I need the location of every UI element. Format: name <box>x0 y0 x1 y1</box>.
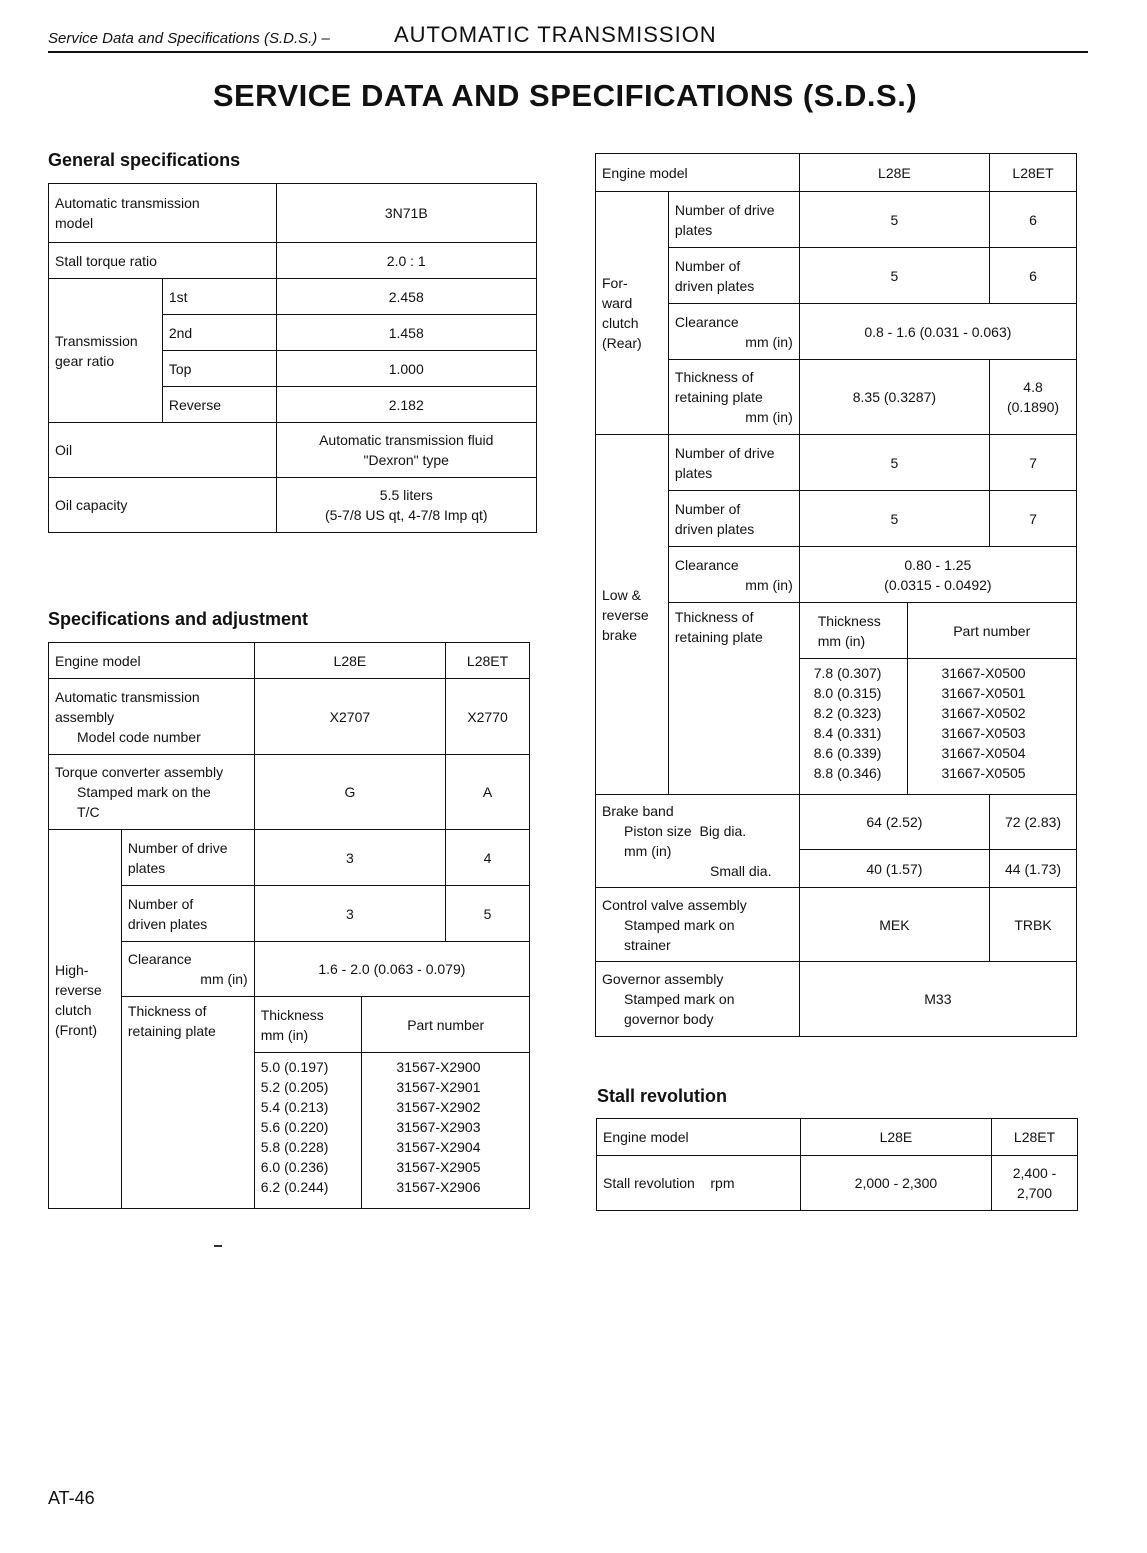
adjustment-title: Specifications and adjustment <box>48 609 309 629</box>
stray-mark <box>214 1245 222 1247</box>
table-row <box>49 755 530 830</box>
engine-model-label: Engine model <box>597 1119 801 1156</box>
gear-value: 1.000 <box>276 351 537 387</box>
clearance-value: 1.6 - 2.0 (0.063 - 0.079) <box>254 942 529 997</box>
table-row <box>49 243 537 279</box>
gear-name: 2nd <box>162 315 276 351</box>
header-chapter-title: AUTOMATIC TRANSMISSION <box>394 22 717 47</box>
list-item: 31667-X0503 <box>941 725 1026 741</box>
value-l28e: X2707 <box>254 679 445 755</box>
row-label: Clearance mm (in) <box>121 942 254 997</box>
row-label: Number of driven plates <box>121 886 254 942</box>
list-item: 31667-X0500 <box>941 665 1026 681</box>
list-item: 5.0 (0.197) <box>260 1059 329 1075</box>
value-l28e: 5 <box>799 248 989 304</box>
table-row <box>49 643 530 679</box>
row-label: Thickness of retaining plate mm (in) <box>668 360 799 435</box>
table-row <box>596 962 1077 1037</box>
clearance-value: 0.80 - 1.25 (0.0315 - 0.0492) <box>799 547 1076 603</box>
row-label: Stall torque ratio <box>49 243 277 279</box>
value-l28e: 5 <box>799 491 989 547</box>
general-specs-title: General specifications <box>48 150 241 170</box>
list-item: 5.6 (0.220) <box>260 1119 329 1135</box>
gear-name: Top <box>162 351 276 387</box>
table-row <box>596 603 1077 659</box>
row-label: Clearance mm (in) <box>668 547 799 603</box>
stall-revolution-table <box>596 1118 1078 1211</box>
part-number-header: Part number <box>907 603 1077 659</box>
col-l28e: L28E <box>254 643 445 679</box>
value-l28et: 72 (2.83) <box>990 795 1077 850</box>
row-value: Automatic transmission fluid "Dexron" type <box>276 423 537 478</box>
row-label: Automatic transmission model <box>49 184 277 243</box>
value-l28e: 64 (2.52) <box>799 795 989 850</box>
list-item: 5.8 (0.228) <box>260 1139 329 1155</box>
value-l28et: 2,400 - 2,700 <box>992 1156 1078 1211</box>
value-l28e: 5 <box>799 435 989 491</box>
thickness-list <box>254 1053 362 1209</box>
thickness-list <box>799 659 907 795</box>
forward-clutch-label: For- ward clutch (Rear) <box>596 192 669 435</box>
page-number: AT-46 <box>48 1488 95 1508</box>
value-l28e: 2,000 - 2,300 <box>800 1156 991 1211</box>
value-l28et: TRBK <box>990 888 1077 962</box>
clutch-brake-table <box>595 153 1077 1037</box>
value-l28e: 8.35 (0.3287) <box>799 360 989 435</box>
table-row <box>597 1156 1078 1211</box>
part-number-list <box>907 659 1077 795</box>
list-item: 31667-X0501 <box>941 685 1026 701</box>
row-label: Stall revolution rpm <box>597 1156 801 1211</box>
page-title: SERVICE DATA AND SPECIFICATIONS (S.D.S.) <box>212 78 918 113</box>
value-l28e: MEK <box>799 888 989 962</box>
value-l28et: 5 <box>446 886 530 942</box>
table-row <box>596 154 1077 192</box>
high-reverse-clutch-label: High- reverse clutch (Front) <box>49 830 122 1209</box>
value-l28e: 5 <box>799 192 989 248</box>
row-label: Number of drive plates <box>668 435 799 491</box>
governor-value: M33 <box>799 962 1076 1037</box>
col-l28e: L28E <box>800 1119 991 1156</box>
list-item: 31567-X2905 <box>396 1159 481 1175</box>
table-row <box>596 248 1077 304</box>
row-label: Clearance mm (in) <box>668 304 799 360</box>
table-row <box>596 491 1077 547</box>
list-item: 8.2 (0.323) <box>813 705 882 721</box>
value-l28et: 7 <box>990 491 1077 547</box>
list-item: 31567-X2901 <box>396 1079 481 1095</box>
list-item: 31567-X2906 <box>396 1179 481 1195</box>
col-l28et: L28ET <box>990 154 1077 192</box>
list-item: 31667-X0504 <box>941 745 1026 761</box>
low-reverse-brake-label: Low & reverse brake <box>596 435 669 795</box>
col-l28et: L28ET <box>992 1119 1078 1156</box>
clearance-value: 0.8 - 1.6 (0.031 - 0.063) <box>799 304 1076 360</box>
row-label: Control valve assembly Stamped mark on strainer <box>596 888 800 962</box>
gear-name: 1st <box>162 279 276 315</box>
list-item: 8.0 (0.315) <box>813 685 882 701</box>
gear-name: Reverse <box>162 387 276 423</box>
value-l28et: X2770 <box>446 679 530 755</box>
col-l28et: L28ET <box>446 643 530 679</box>
row-label: Automatic transmission assembly Model code number <box>49 679 255 755</box>
engine-model-label: Engine model <box>596 154 800 192</box>
part-number-list <box>362 1053 530 1209</box>
table-row <box>49 279 537 315</box>
list-item: 31567-X2903 <box>396 1119 481 1135</box>
value-l28e: G <box>254 755 445 830</box>
table-row <box>49 830 530 886</box>
value-l28et: 44 (1.73) <box>990 850 1077 888</box>
table-row <box>596 795 1077 850</box>
row-value: 2.0 : 1 <box>276 243 537 279</box>
adjustment-table <box>48 642 530 1209</box>
list-item: 6.0 (0.236) <box>260 1159 329 1175</box>
part-number-header: Part number <box>362 997 530 1053</box>
col-l28e: L28E <box>799 154 989 192</box>
row-label: Thickness of retaining plate <box>121 997 254 1209</box>
table-row <box>596 304 1077 360</box>
row-value: 5.5 liters (5-7/8 US qt, 4-7/8 Imp qt) <box>276 478 537 533</box>
list-item: 8.6 (0.339) <box>813 745 882 761</box>
list-item: 7.8 (0.307) <box>813 665 882 681</box>
thickness-header: Thickness mm (in) <box>799 603 907 659</box>
table-row <box>596 192 1077 248</box>
gear-value: 2.458 <box>276 279 537 315</box>
list-item: 8.4 (0.331) <box>813 725 882 741</box>
table-row <box>597 1119 1078 1156</box>
table-row <box>49 679 530 755</box>
list-item: 31567-X2900 <box>396 1059 481 1075</box>
table-row <box>596 435 1077 491</box>
row-label: Oil <box>49 423 277 478</box>
value-l28et: 6 <box>990 192 1077 248</box>
stall-revolution-title: Stall revolution <box>597 1086 728 1106</box>
list-item: 5.4 (0.213) <box>260 1099 329 1115</box>
value-l28et: 4 <box>446 830 530 886</box>
list-item: 31567-X2902 <box>396 1099 481 1115</box>
table-row <box>49 478 537 533</box>
list-item: 31667-X0502 <box>941 705 1026 721</box>
row-label: Number of driven plates <box>668 491 799 547</box>
value-l28et: 6 <box>990 248 1077 304</box>
list-item: 5.2 (0.205) <box>260 1079 329 1095</box>
value-l28e: 40 (1.57) <box>799 850 989 888</box>
row-label: Number of drive plates <box>121 830 254 886</box>
table-row <box>596 360 1077 435</box>
table-row <box>596 547 1077 603</box>
table-row <box>49 423 537 478</box>
row-label: Torque converter assembly Stamped mark on the T/C <box>49 755 255 830</box>
value-l28e: 3 <box>254 830 445 886</box>
list-item: 31667-X0505 <box>941 765 1026 781</box>
gear-value: 1.458 <box>276 315 537 351</box>
header-rule <box>48 51 1088 53</box>
table-row <box>49 886 530 942</box>
row-label: Number of driven plates <box>668 248 799 304</box>
value-l28et: 7 <box>990 435 1077 491</box>
brake-band-label: Brake band Piston size Big dia. mm (in) Small dia. <box>596 795 800 888</box>
gear-value: 2.182 <box>276 387 537 423</box>
row-label: Governor assembly Stamped mark on governor body <box>596 962 800 1037</box>
value-l28et: 4.8 (0.1890) <box>990 360 1077 435</box>
value-l28et: A <box>446 755 530 830</box>
row-value: 3N71B <box>276 184 537 243</box>
engine-model-label: Engine model <box>49 643 255 679</box>
table-row <box>49 997 530 1053</box>
value-l28e: 3 <box>254 886 445 942</box>
table-row <box>596 888 1077 962</box>
thickness-header: Thickness mm (in) <box>254 997 362 1053</box>
list-item: 6.2 (0.244) <box>260 1179 329 1195</box>
general-specs-table <box>48 183 537 533</box>
gear-ratio-label: Transmission gear ratio <box>49 279 163 423</box>
row-label: Number of drive plates <box>668 192 799 248</box>
row-label: Thickness of retaining plate <box>668 603 799 795</box>
table-row <box>49 184 537 243</box>
table-row <box>49 942 530 997</box>
row-label: Oil capacity <box>49 478 277 533</box>
list-item: 31567-X2904 <box>396 1139 481 1155</box>
list-item: 8.8 (0.346) <box>813 765 882 781</box>
header-section-label: Service Data and Specifications (S.D.S.) – <box>48 30 330 47</box>
